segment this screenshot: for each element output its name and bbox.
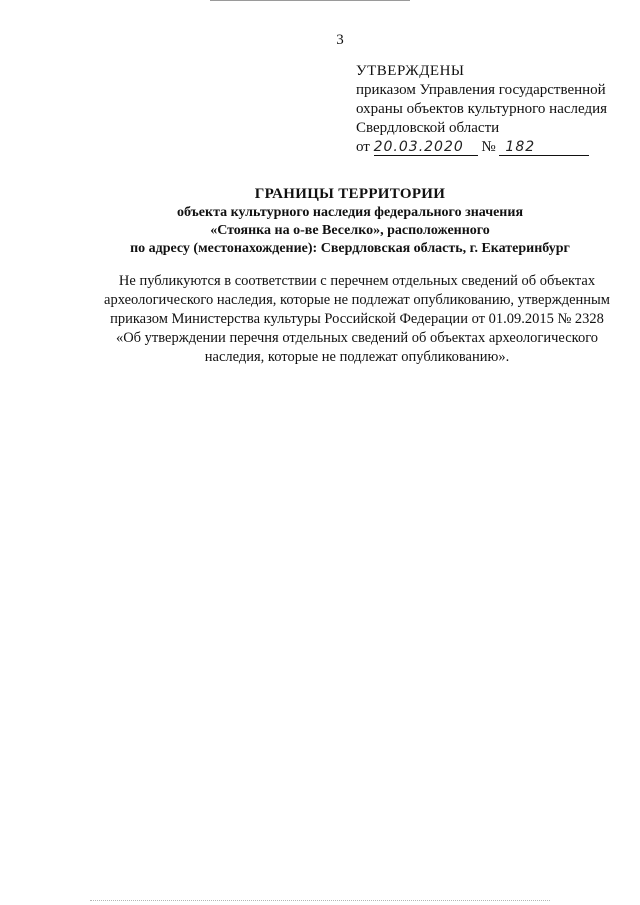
notice-line-3: приказом Министерства культуры Российской Федерации от 01.09.2015 № 2328 (110, 311, 604, 327)
approval-line-3: Свердловской области (356, 120, 500, 136)
heading-title: ГРАНИЦЫ ТЕРРИТОРИИ (254, 186, 446, 202)
notice-line-2: археологического наследия, которые не подлежат опубликованию, утвержденным (104, 292, 610, 308)
approval-date-line (356, 138, 607, 157)
date-prefix: от (356, 139, 370, 155)
heading-line-1: объекта культурного наследия федерального значения (176, 205, 524, 220)
page-number: 3 (336, 32, 344, 48)
document-heading (60, 184, 640, 258)
non-publication-notice (78, 272, 636, 367)
approval-line-1: приказом Управления государственной (356, 82, 606, 98)
handwritten-number: 182 (499, 140, 589, 156)
handwritten-date: 20.03.2020 (374, 140, 478, 156)
scan-edge-bottom (90, 900, 550, 901)
scan-edge-top (210, 0, 410, 1)
notice-line-4: «Об утверждении перечня отдельных сведений об объектах археологического (115, 330, 599, 346)
approval-title: УТВЕРЖДЕНЫ (356, 63, 465, 79)
approval-line-2: охраны объектов культурного наследия (356, 101, 608, 117)
notice-line-1: Не публикуются в соответствии с перечнем отдельных сведений об объектах (118, 273, 596, 289)
approval-block (356, 62, 607, 157)
heading-line-2: «Стоянка на о-ве Веселко», расположенного (210, 223, 490, 238)
notice-line-5: наследия, которые не подлежат опубликованию». (204, 349, 510, 365)
heading-line-3: по адресу (местонахождение): Свердловская область, г. Екатеринбург (130, 241, 570, 256)
number-prefix: № (481, 139, 496, 155)
